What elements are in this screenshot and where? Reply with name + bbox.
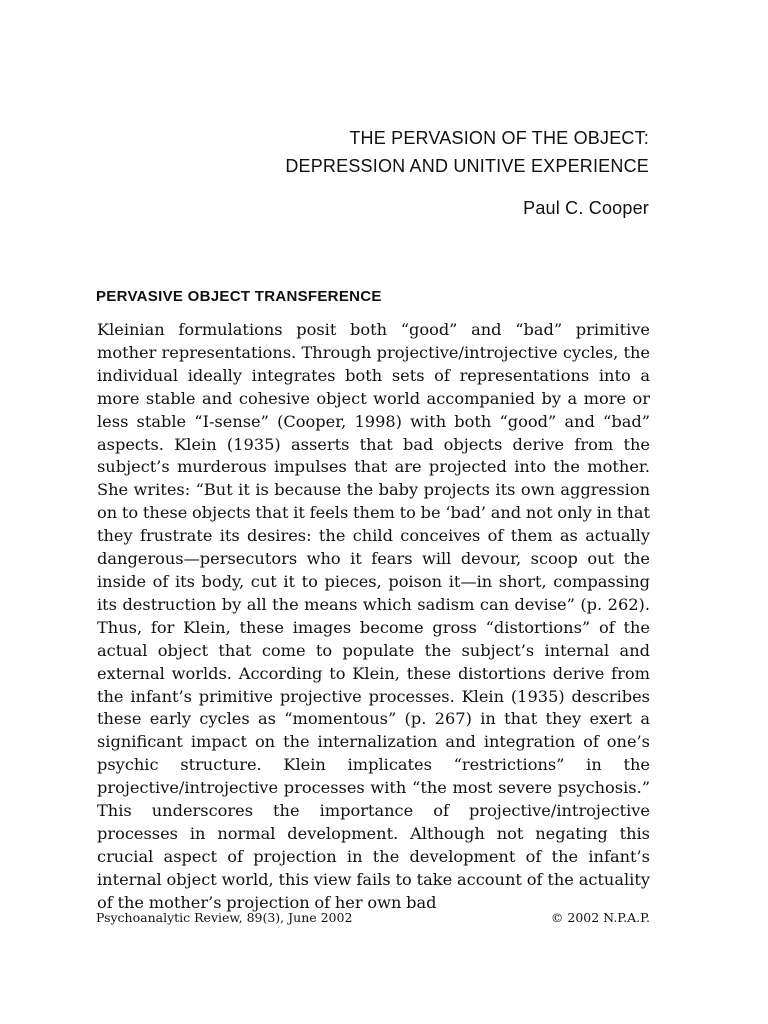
section-heading: PERVASIVE OBJECT TRANSFERENCE — [96, 288, 382, 305]
article-title-block — [89, 124, 649, 219]
page-footer — [96, 910, 650, 925]
article-title-line-1: THE PERVASION OF THE OBJECT: — [349, 128, 649, 148]
body-paragraph: Kleinian formulations posit both “good” and “bad” primitive mother representations. Through projective/introjective cycles, the individual ideally integrates both sets of representations into a more stable and cohesive object world accompanied by a more or less stable “I-sense” (Cooper, 1998) with both “good” and “bad” aspects. Klein (1935) asserts that bad objects derive from the subject’s murderous impulses that are projected into the mother. She writes: “But it is because the baby projects its own aggression on to these objects that it feels them to be ‘bad’ and not only in that they frustrate its desires: the child conceives of them as actually dangerous—persecutors who it fears will devour, scoop out the inside of its body, cut it to pieces, poison it—in short, compassing its destruction by all the means which sadism can devise” (p. 262). Thus, for Klein, these images become gross “distortions” of the actual object that come to populate the subject’s internal and external worlds. According to Klein, these distortions derive from the infant’s primitive projective processes. Klein (1935) describes these early cycles as “momentous” (p. 267) in that they exert a significant impact on the internalization and integration of one’s psychic structure. Klein implicates “restrictions” in the projective/introjective processes with “the most severe psychosis.” This underscores the importance of projective/introjective processes in normal development. Although not negating this crucial aspect of projection in the development of the infant’s internal object world, this view fails to take account of the actuality of the mother’s projection of her own bad — [97, 320, 651, 912]
author-name: Paul C. Cooper — [523, 198, 649, 218]
article-title-line-2: DEPRESSION AND UNITIVE EXPERIENCE — [285, 156, 649, 176]
copyright-notice: © 2002 N.P.A.P. — [550, 910, 650, 925]
journal-citation: Psychoanalytic Review, 89(3), June 2002 — [96, 910, 353, 925]
